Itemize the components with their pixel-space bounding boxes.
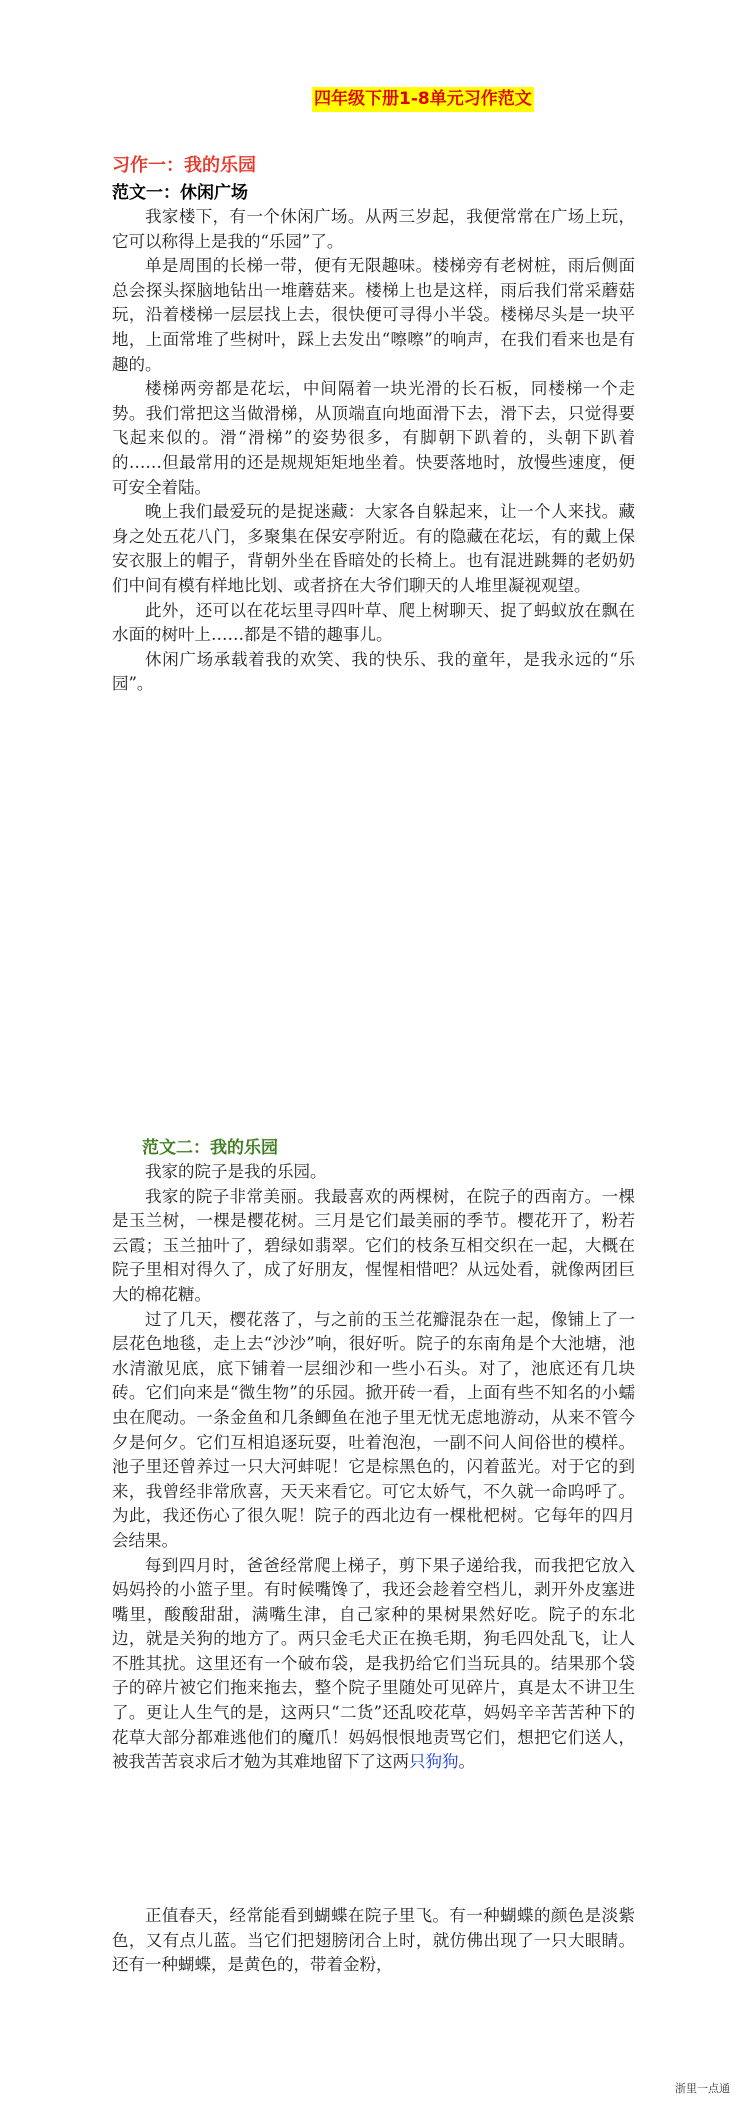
essay1-paragraph: 单是周围的长梯一带，便有无限趣味。楼梯旁有老树桩，雨后侧面总会探头探脑地钻出一堆蘑菇来。楼梯上也是这样，雨后我们常采蘑菇玩，沿着楼梯一层层找上去，很快便可寻得小半袋。楼梯尽头是一块平地，上面常堆了些树叶，踩上去发出“嚓嚓”的响声，在我们看来也是有趣的。 — [112, 256, 635, 374]
essay1-body — [112, 205, 635, 697]
essay2-paragraph: 我家的院子非常美丽。我最喜欢的两棵树，在院子的西南方。一棵是玉兰树，一棵是樱花树。三月是它们最美丽的季节。樱花开了，粉若云霞；玉兰抽叶了，碧绿如翡翠。它们的枝条互相交织在一起，大概在院子里相对得久了，成了好朋友，惺惺相惜吧？从远处看，就像两团巨大的棉花糖。 — [112, 1186, 635, 1304]
essay1-paragraph: 晚上我们最爱玩的是捉迷藏：大家各自躲起来，让一个人来找。藏身之处五花八门，多聚集在保安亭附近。有的隐藏在花坛，有的戴上保安衣服上的帽子，背朝外坐在昏暗处的长椅上。也有混进跳舞的老奶奶们中间有模有样地比划、或者挤在大爷们聊天的人堆里凝视观望。 — [112, 502, 635, 595]
page-title: 四年级下册1-8单元习作范文 — [312, 87, 534, 112]
essay1-paragraph: 休闲广场承载着我的欢笑、我的快乐、我的童年，是我永远的“乐园”。 — [112, 649, 635, 694]
essay2-paragraph — [112, 1554, 635, 1775]
essay1-paragraph: 此外，还可以在花坛里寻四叶草、爬上树聊天、捉了蚂蚁放在飘在水面的树叶上……都是不错的趣事儿。 — [112, 600, 635, 645]
essay2-paragraph: 我家的院子是我的乐园。 — [145, 1162, 327, 1181]
essay1-paragraph: 我家楼下，有一个休闲广场。从两三岁起，我便常常在广场上玩，它可以称得上是我的“乐园”了。 — [112, 207, 635, 251]
dog-link[interactable]: 只狗狗 — [409, 1752, 459, 1772]
essay2-paragraph: 过了几天，樱花落了，与之前的玉兰花瓣混杂在一起，像铺上了一层花色地毯，走上去“沙沙”响，很好听。院子的东南角是个大池塘，池水清澈见底，底下铺着一层细沙和一些小石头。对了，池底还有几块砖。它们向来是“微生物”的乐园。掀开砖一看，上面有些不知名的小蠕虫在爬动。一条金鱼和几条鲫鱼在池子里无忧无虑地游动，从来不管今夕是何夕。它们互相追逐玩耍，吐着泡泡，一副不问人间俗世的模样。池子里还曾养过一只大河蚌呢！它是棕黑色的，闪着蓝光。对于它的到来，我曾经非常欣喜，天天来看它。可它太娇气，不久就一命呜呼了。为此，我还伤心了很久呢！院子的西北边有一棵枇杷树。它每年的四月会结果。 — [112, 1309, 635, 1550]
essay2-paragraph-tail: 。 — [458, 1752, 475, 1772]
essay2-body — [112, 1160, 635, 1775]
essay2-body-continued — [112, 1904, 635, 1978]
essay2-paragraph-text: 每到四月时，爸爸经常爬上梯子，剪下果子递给我，而我把它放入妈妈拎的小篮子里。有时候嘴馋了，我还会趁着空档儿，剥开外皮塞进嘴里，酸酸甜甜，满嘴生津，自己家种的果树果然好吃。院子的东北边，就是关狗的地方了。两只金毛犬正在换毛期，狗毛四处乱飞，让人不胜其扰。这里还有一个破布袋，是我扔给它们当玩具的。结果那个袋子的碎片被它们拖来拖去，整个院子里随处可见碎片，真是太不讲卫生了。更让人生气的是，这两只“二货”还乱咬花草，妈妈辛辛苦苦种下的花草大部分都难逃他们的魔爪！妈妈恨恨地责骂它们，想把它们送人，被我苦苦哀求后才勉为其难地留下了这两 — [112, 1555, 635, 1772]
essay1-heading: 范文一：休闲广场 — [112, 183, 248, 203]
footer-watermark: 浙里一点通 — [675, 2082, 730, 2095]
section-heading: 习作一：我的乐园 — [112, 155, 256, 176]
essay2-heading: 范文二：我的乐园 — [142, 1138, 278, 1158]
essay1-paragraph: 楼梯两旁都是花坛，中间隔着一块光滑的长石板，同楼梯一个走势。我们常把这当做滑梯，从顶端直向地面滑下去，滑下去，只觉得要飞起来似的。滑“滑梯”的姿势很多，有脚朝下趴着的，头朝下趴着的……但最常用的还是规规矩矩地坐着。快要落地时，放慢些速度，便可安全着陆。 — [112, 379, 635, 497]
essay2-paragraph: 正值春天，经常能看到蝴蝶在院子里飞。有一种蝴蝶的颜色是淡紫色，又有点儿蓝。当它们把翅膀闭合上时，就仿佛出现了一只大眼睛。还有一种蝴蝶，是黄色的，带着金粉， — [112, 1906, 635, 1975]
